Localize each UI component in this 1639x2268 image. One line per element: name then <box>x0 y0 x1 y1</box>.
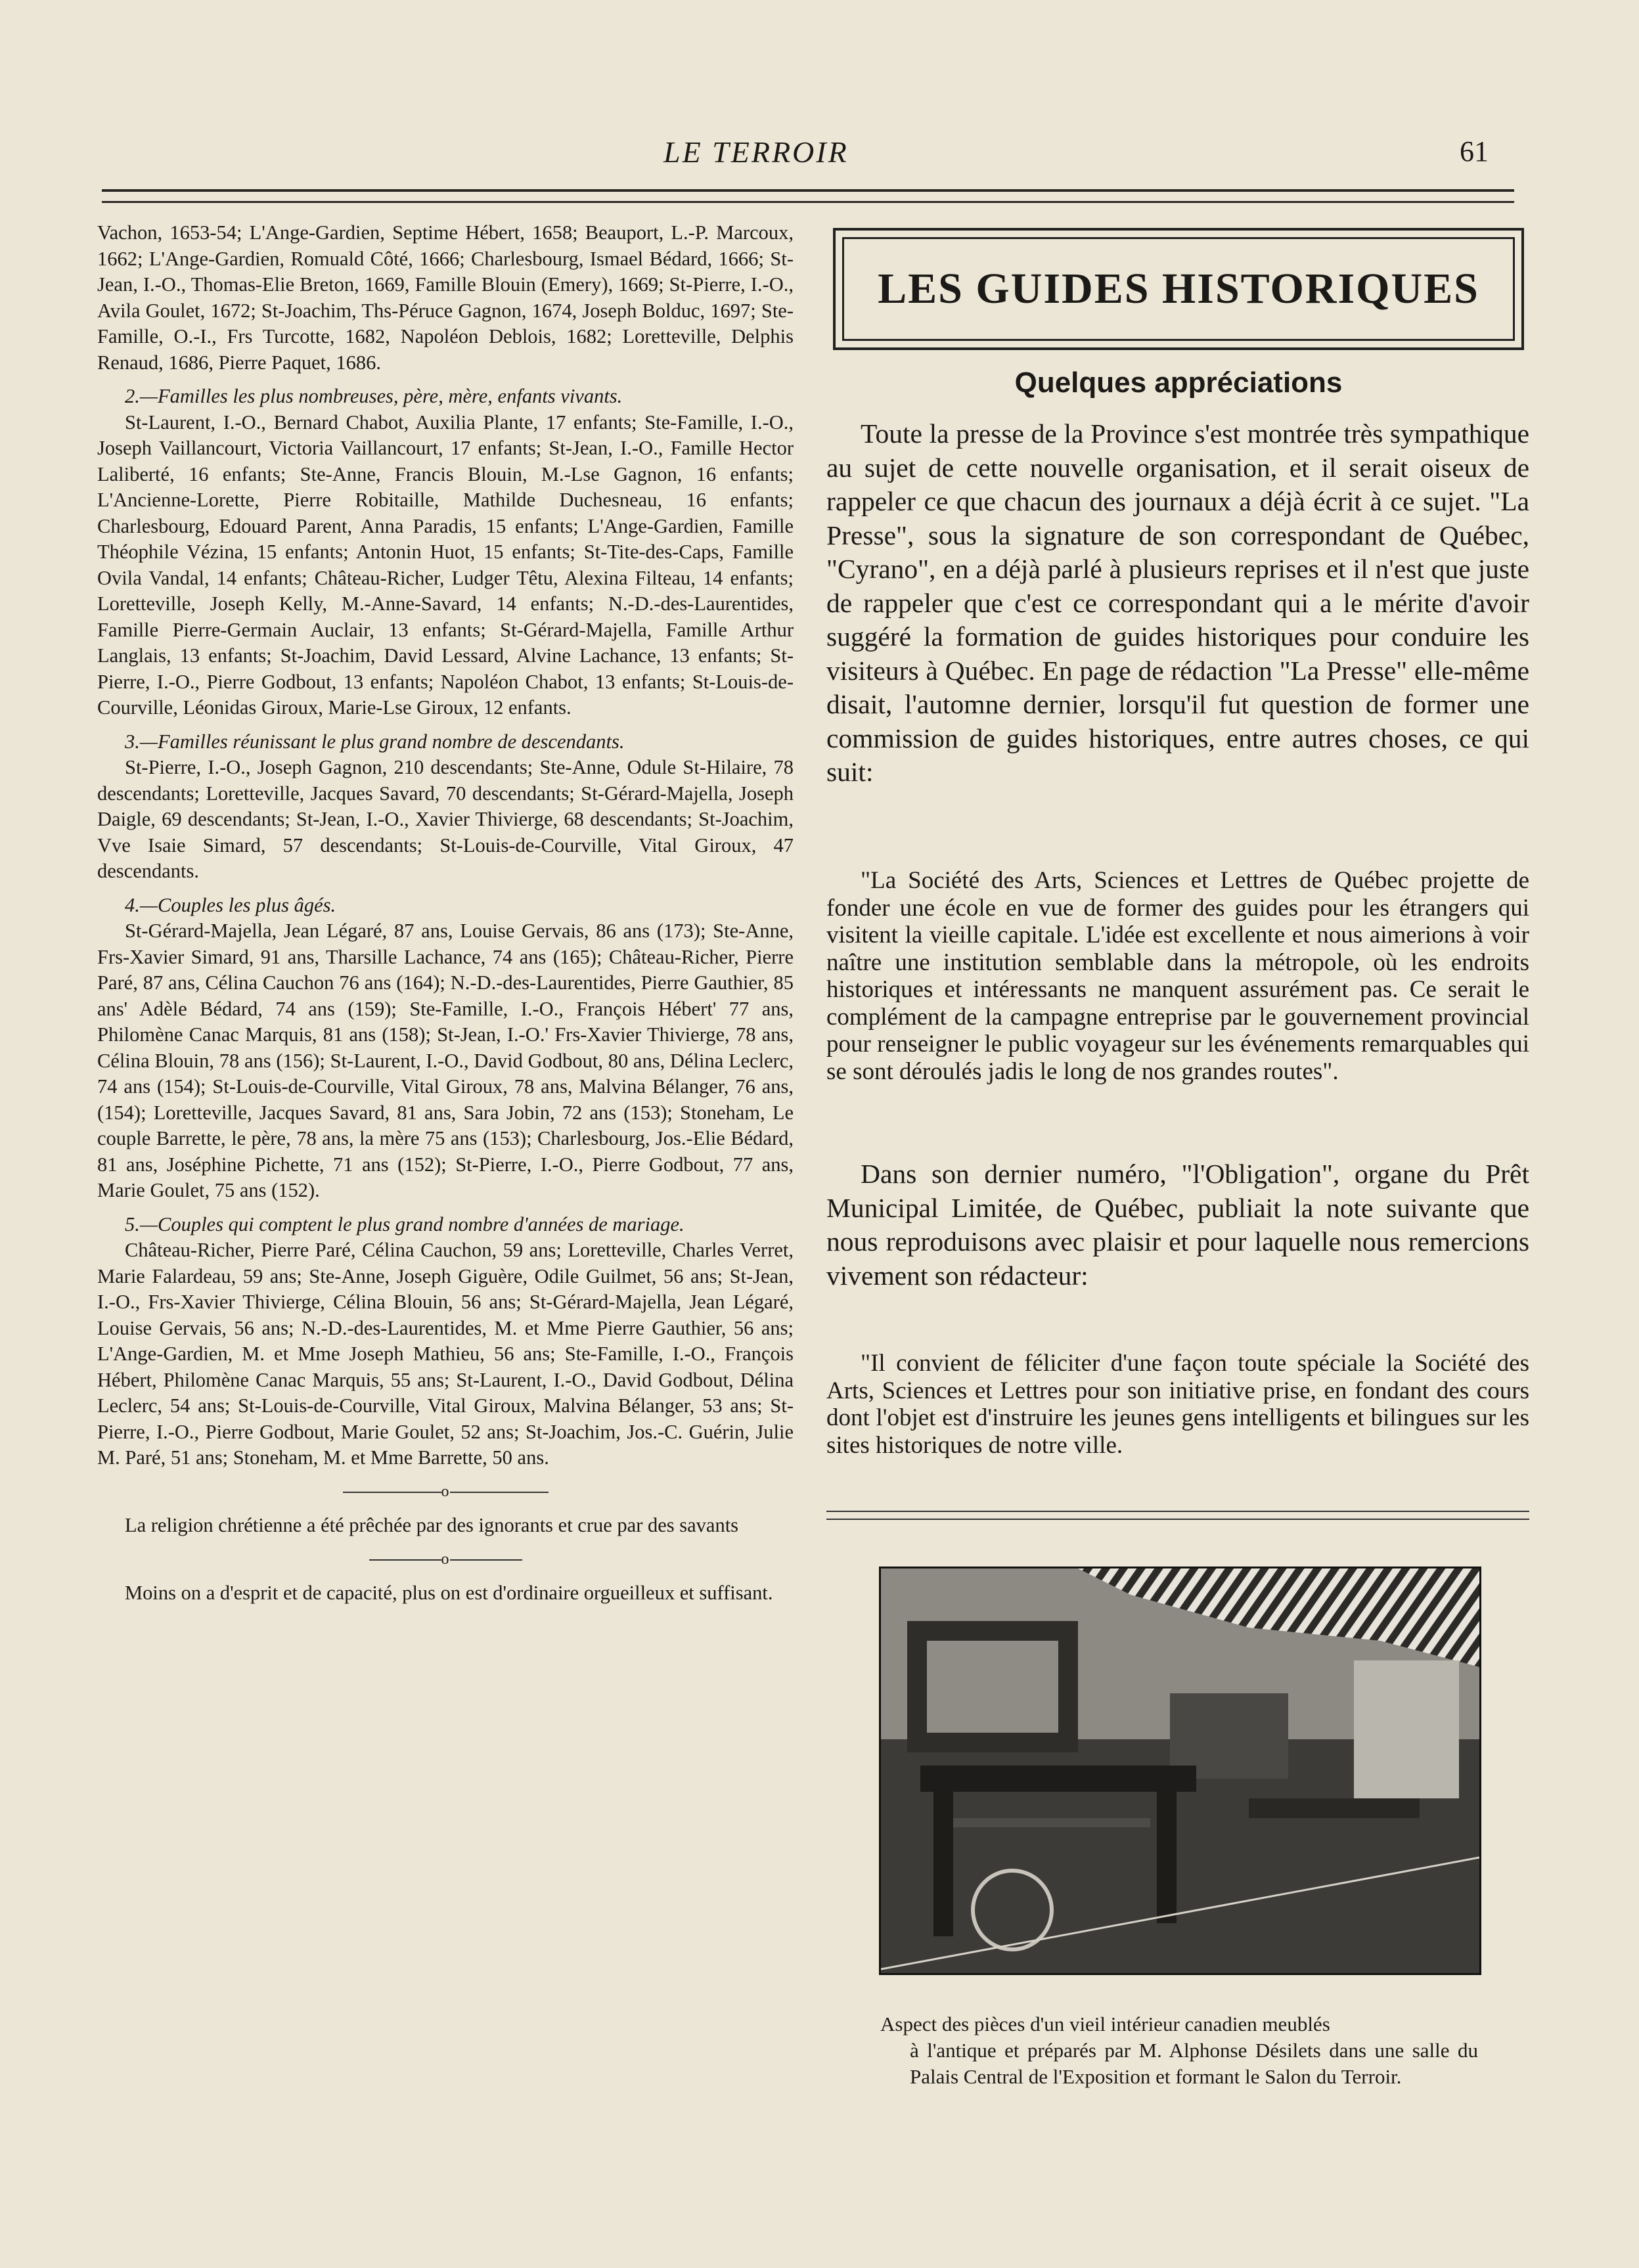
photo-caption-line-2: à l'antique et préparés par M. Alphonse Désilets dans une salle du Palais Central de l'Exposition et formant le Salon du Terroir. <box>910 2039 1478 2088</box>
section-5-title: 5.—Couples qui comptent le plus grand nombre d'années de mariage. <box>125 1212 685 1235</box>
running-header-title: LE TERROIR <box>663 135 849 169</box>
quote-la-presse-text: "La Société des Arts, Sciences et Lettres de Québec projette de fonder une école en vue de former des guides pour les étrangers qui visitent la vieille capitale. L'idée est excellente et nous aimerions à voir naître une institution semblable dans la métropole, où les endroits historiques et intéressants ne manquent assurément pas. Ce serait le complément de la campagne entreprise par le gouvernement provincial pour renseigner le public voyageur sur les événements remarquables qui se sont déroulés jadis le long de nos grandes routes". <box>826 867 1529 1085</box>
exhibit-photo <box>879 1567 1481 1975</box>
photo-caption <box>880 2011 1478 2090</box>
separator-1 <box>97 1479 794 1505</box>
section-3-title: 3.—Familles réunissant le plus grand nombre de descendants. <box>125 730 625 753</box>
article-paragraph-2 <box>826 1157 1529 1293</box>
photo-caption-line-1: Aspect des pièces d'un vieil intérieur canadien meublés <box>880 2012 1330 2035</box>
maxim-2: Moins on a d'esprit et de capacité, plus on est d'ordinaire orgueilleux et suffisant. <box>125 1582 773 1604</box>
section-3-body: St-Pierre, I.-O., Joseph Gagnon, 210 descendants; Ste-Anne, Odule St-Hilaire, 78 descendants; Loretteville, Jacques Savard, 70 descendants; St-Gérard-Majella, Joseph Daigle, 69 descendants; St-Jean, I.-O., Xavier Thivierge, 68 descendants; St-Joachim, Vve Isaie Simard, 57 descendants; St-Louis-de-Courville, Vital Giroux, 47 descendants. <box>97 756 794 882</box>
left-column <box>97 220 794 1607</box>
quote-la-presse <box>826 867 1529 1085</box>
banner-title: LES GUIDES HISTORIQUES <box>878 265 1479 313</box>
header-rule <box>102 189 1514 203</box>
section-2-title: 2.—Familles les plus nombreuses, père, mère, enfants vivants. <box>125 385 623 407</box>
section-4-body: St-Gérard-Majella, Jean Légaré, 87 ans, Louise Gervais, 86 ans (173); Ste-Anne, Frs-Xavier Simard, 91 ans, Tharsille Lachance, 74 ans (165); Château-Richer, Pierre Paré, 87 ans, Célina Cauchon 76 ans (164); N.-D.-des-Laurentides, Pierre Gauthier, 85 ans' Adèle Bédard, 74 ans (159); Ste-Famille, I.-O., François Hébert' 77 ans, Philomène Canac Marquis, 81 ans (158); St-Jean, I.-O.' Frs-Xavier Thivierge, 78 ans, Célina Blouin, 78 ans (156); St-Laurent, I.-O., David Godbout, 80 ans, Délina Leclerc, 74 ans (154); St-Louis-de-Courville, Vital Giroux, 78 ans, Malvina Bélanger, 76 ans, (154); Loretteville, Jacques Savard, 81 ans, Sara Jobin, 72 ans (153); Stoneham, Le couple Barrette, le père, 78 ans, la mère 75 ans (153); Charlesbourg, Jos.-Elie Bédard, 81 ans, Joséphine Pichette, 71 ans (152); St-Pierre, I.-O., Pierre Godbout, 77 ans, Marie Goulet, 75 ans (152). <box>97 920 794 1201</box>
separator-2-glyph: o <box>441 1550 450 1568</box>
quote-obligation-text: "Il convient de féliciter d'une façon toute spéciale la Société des Arts, Sciences et Lettres pour son initiative prise, en fondant des cours dont l'objet est d'instruire les jeunes gens intelligents et bilingues sur les sites historiques de notre ville. <box>826 1350 1529 1459</box>
article-paragraph-1 <box>826 417 1529 789</box>
quote-obligation <box>826 1350 1529 1459</box>
maxim-1: La religion chrétienne a été prêchée par des ignorants et crue par des savants <box>125 1514 739 1536</box>
subheading: Quelques appréciations <box>1014 367 1343 399</box>
article-paragraph-2-text: Dans son dernier numéro, "l'Obligation", organe du Prêt Municipal Limitée, de Québec, publiait la note suivante que nous reproduisons avec plaisir et pour laquelle nous remercions vivement son rédacteur: <box>826 1159 1529 1291</box>
separator-2 <box>97 1547 794 1573</box>
page-number: 61 <box>1460 135 1489 167</box>
section-rule <box>826 1511 1529 1520</box>
article-paragraph-1-text: Toute la presse de la Province s'est montrée très sympathique au sujet de cette nouvelle organisation, et il serait oiseux de rappeler ce que chacun des journaux a déjà écrit à ce sujet. "La Presse", sous la signature de son correspondant de Québec, "Cyrano", en a déjà parlé à plusieurs reprises et il n'est que juste de rappeler que c'est ce correspondant qui a le mérite d'avoir suggéré la formation de guides historiques pour conduire les visiteurs à Québec. En page de rédaction "La Presse" elle-même disait, l'automne dernier, lorsqu'il fut question de former une commission de guides historiques, entre autres choses, ce qui suit: <box>826 418 1529 787</box>
separator-1-glyph: o <box>441 1482 450 1500</box>
section-5-body: Château-Richer, Pierre Paré, Célina Cauchon, 59 ans; Loretteville, Charles Verret, Marie Falardeau, 59 ans; Ste-Anne, Joseph Giguère, Odile Guilmet, 56 ans; St-Jean, I.-O., Frs-Xavier Thivierge, Célina Blouin, 56 ans; St-Gérard-Majella, Jean Légaré, Louise Gervais, 56 ans; N.-D.-des-Laurentides, M. et Mme Pierre Gauthier, 56 ans; L'Ange-Gardien, M. et Mme Joseph Mathieu, 56 ans; Ste-Famille, I.-O., François Hébert, Philomène Canac Marquis, 55 ans; St-Laurent, I.-O., David Godbout, Délina Leclerc, 54 ans; St-Louis-de-Courville, Vital Giroux, Malvina Bélanger, 53 ans; St-Pierre, I.-O., Pierre Godbout, Marie Goulet, 52 ans; St-Joachim, Jos.-C. Guérin, Julie M. Paré, 51 ans; Stoneham, M. et Mme Barrette, 50 ans. <box>97 1239 794 1469</box>
section-banner <box>833 228 1524 350</box>
section-4-title: 4.—Couples les plus âgés. <box>125 893 336 916</box>
intro-paragraph: Vachon, 1653-54; L'Ange-Gardien, Septime Hébert, 1658; Beauport, L.-P. Marcoux, 1662; L'Ange-Gardien, Romuald Côté, 1666; Charlesbourg, Ismael Bédard, 1666; St-Jean, I.-O., Thomas-Elie Breton, 1669, Famille Blouin (Emery), 1669; St-Pierre, I.-O., Avila Goulet, 1672; St-Joachim, Ths-Péruce Gagnon, 1674, Joseph Bolduc, 1697; Ste-Famille, O.-I., Frs Turcotte, 1682, Napoléon Deblois, 1682; Loretteville, Delphis Renaud, 1686, Pierre Paquet, 1686. <box>97 221 794 374</box>
exhibit-photo-drawing <box>881 1568 1479 1973</box>
section-2-body: St-Laurent, I.-O., Bernard Chabot, Auxilia Plante, 17 enfants; Ste-Famille, I.-O., Joseph Vaillancourt, Victoria Vaillancourt, 17 enfants; St-Jean, I.-O., Famille Hector Laliberté, 16 enfants; Ste-Anne, Francis Blouin, M.-Lse Gagnon, 16 enfants; L'Ancienne-Lorette, Pierre Robitaille, Mathilde Duchesneau, 16 enfants; Charlesbourg, Edouard Parent, Anna Paradis, 15 enfants; L'Ange-Gardien, Famille Théophile Vézina, 15 enfants; Antonin Huot, 15 enfants; St-Tite-des-Caps, Famille Ovila Vandal, 14 enfants; Château-Richer, Ludger Têtu, Alexina Filteau, 14 enfants; Loretteville, Joseph Kelly, M.-Anne-Savard, 14 enfants; N.-D.-des-Laurentides, Famille Pierre-Germain Auclair, 13 enfants; St-Gérard-Majella, Famille Arthur Langlais, 13 enfants; St-Joachim, David Lessard, Alvine Lachance, 13 enfants; St-Pierre, I.-O., Pierre Godbout, 13 enfants; Napoléon Chabot, 13 enfants; St-Louis-de-Courville, Léonidas Giroux, Marie-Lse Giroux, 12 enfants. <box>97 411 794 719</box>
